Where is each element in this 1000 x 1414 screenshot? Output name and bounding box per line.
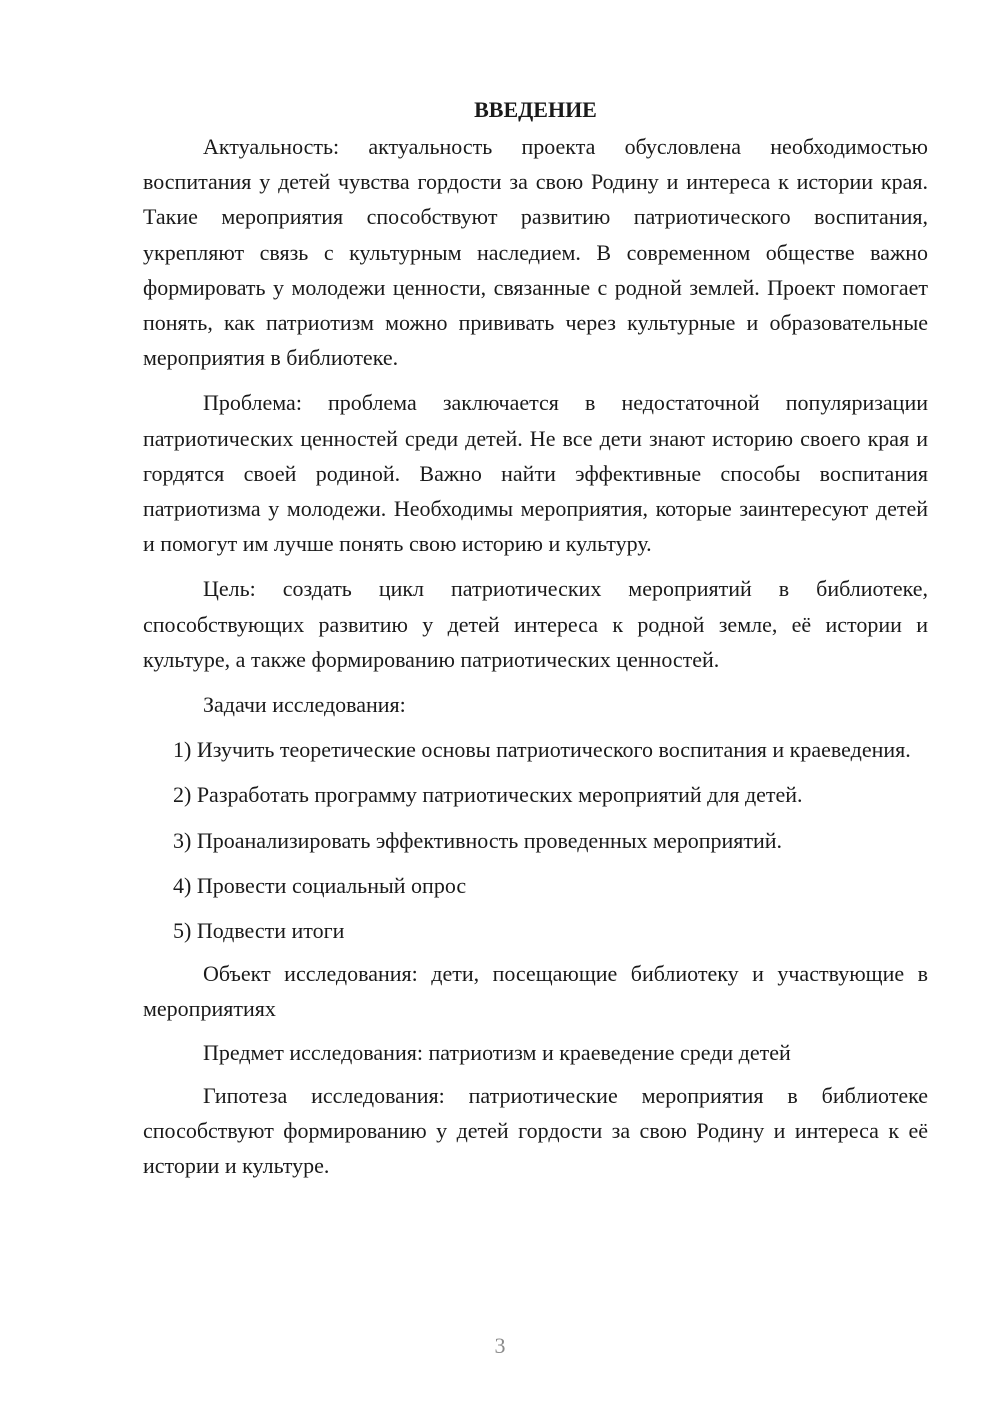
paragraph-hypothesis: Гипотеза исследования: патриотические мероприятия в библиотеке способствуют формированию у детей гордости за свою Родину и интереса к её истории и культуре.	[143, 1082, 928, 1179]
list-item: 3) Проанализировать эффективность проведенных мероприятий.	[173, 827, 783, 853]
tasks-list	[143, 732, 928, 948]
document-page	[143, 92, 928, 1183]
paragraph-goal: Цель: создать цикл патриотических мероприятий в библиотеке, способствующих развитию у детей интереса к родной земле, её истории и культуре, а также формированию патриотических ценностей.	[143, 576, 928, 672]
tasks-heading: Задачи исследования:	[203, 692, 406, 718]
paragraph-object: Объект исследования: дети, посещающие библиотеку и участвующие в мероприятиях	[143, 961, 928, 1022]
paragraph-relevance: Актуальность: актуальность проекта обусловлена необходимостью воспитания у детей чувства гордости за свою Родину и интереса к истории края. Такие мероприятия способствуют развитию патриотического воспитания, укрепляют связь с культурным наследием. В современном обществе важно формировать у молодежи ценности, связанные с родной землей. Проект помогает понять, как патриотизм можно прививать через культурные и образовательные мероприятия в библиотеке.	[143, 134, 928, 371]
paragraph-subject: Предмет исследования: патриотизм и краеведение среди детей	[203, 1039, 791, 1065]
list-item: 5) Подвести итоги	[173, 918, 345, 944]
page-number: 3	[494, 1333, 506, 1358]
page-title: ВВЕДЕНИЕ	[474, 97, 597, 122]
list-item: 2) Разработать программу патриотических мероприятий для детей.	[173, 782, 803, 808]
list-item: 4) Провести социальный опрос	[173, 872, 467, 898]
paragraph-problem: Проблема: проблема заключается в недостаточной популяризации патриотических ценностей среди детей. Не все дети знают историю своего края и гордятся своей родиной. Важно найти эффективные способы воспитания патриотизма у молодежи. Необходимы мероприятия, которые заинтересуют детей и помогут им лучше понять свою историю и культуру.	[143, 390, 928, 557]
list-item: 1) Изучить теоретические основы патриотического воспитания и краеведения.	[173, 737, 911, 763]
